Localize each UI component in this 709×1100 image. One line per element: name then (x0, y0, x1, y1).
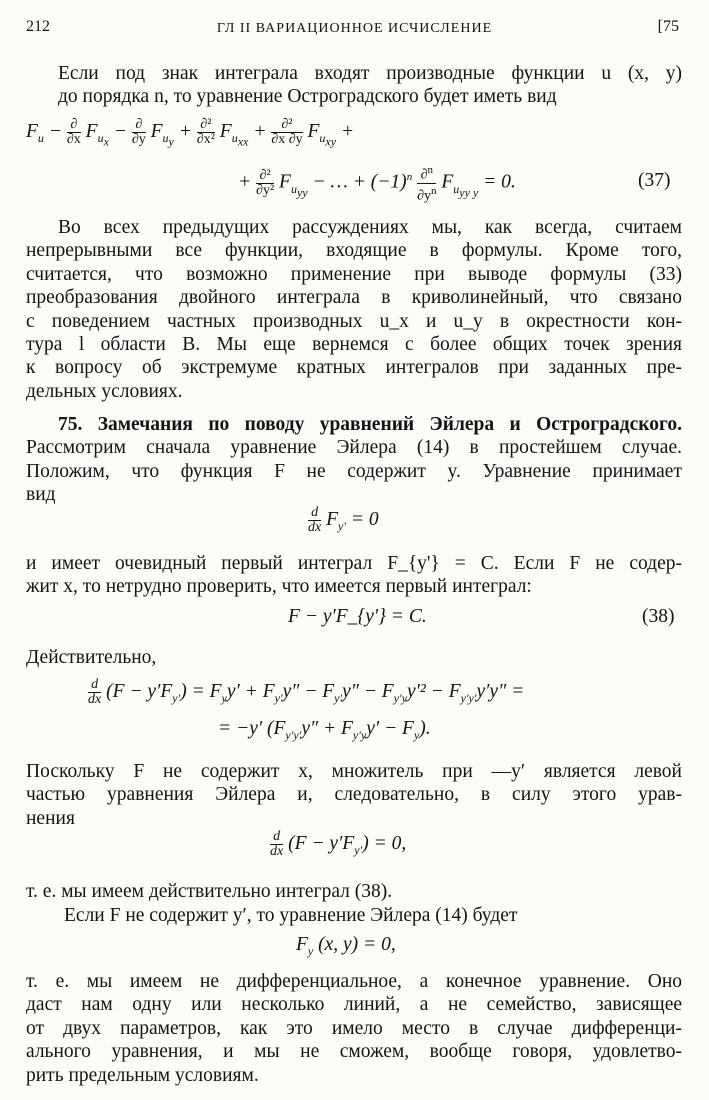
equation-text (296, 934, 297, 935)
equation-derivative-line-2: = −y′ $(F_{y'y'}y'' + F_{y'y}y' - F_y)$. (218, 718, 431, 742)
paragraph-4 (26, 760, 682, 830)
equation-dFy: $\frac{d}{dx}$ $F_{y'} = 0$ (308, 505, 379, 535)
text-line: вид (26, 484, 56, 506)
equation-number: (37) (638, 170, 671, 191)
paragraph-3 (26, 552, 682, 599)
equation-text (238, 163, 239, 164)
text-line: т. е. мы имеем действительно интеграл (38). (26, 881, 393, 902)
text-line: жит x, то нетрудно проверить, что имеется первый интеграл: (26, 576, 532, 598)
text-line: к вопросу об экстремуме кратных интегралов при заданных пре- (26, 357, 682, 379)
section-heading: 75. Замечания по поводу уравнений Эйлера и Остроградского. (58, 414, 682, 435)
text-line: Положим, что функция F не содержит y. Уравнение принимает (26, 460, 682, 482)
text-line: Поскольку F не содержит x, множитель при —y′ является левой (26, 761, 682, 782)
text-line: даст нам одну или несколько линий, а не семейство, зависящее (26, 994, 682, 1016)
text-line: рить предельным условиям. (26, 1064, 259, 1086)
equation-text (218, 718, 219, 719)
equation-Fy: $F_y$ (x, y) = 0, (296, 934, 396, 958)
equation-number: (38) (642, 606, 675, 627)
text-line: считается, что возможно применение при выводе формулы (33) (26, 263, 682, 285)
running-header: ГЛ II ВАРИАЦИОННОЕ ИСЧИСЛЕНИЕ (216, 21, 493, 36)
text-line: и имеет очевидный первый интеграл F_{y'} = C. Если F не содер- (26, 553, 682, 574)
text-line: ального уравнения, и мы не сможем, вообще говоря, удовлетво- (26, 1041, 682, 1063)
equation-derivative-line-1: $\frac{d}{dx}$ $(F - y'F_{y'}) = F_yy' + F_{y'}y'' - F_{y'}y'' - F_{y'y}y'^2 - F_{y'y'}y'y''$ = (88, 677, 525, 707)
text-line: частью уравнения Эйлера и, следовательно, в силу этого урав- (26, 784, 682, 806)
text-line: Рассмотрим сначала уравнение Эйлера (14) в простейшем случае. (26, 437, 682, 459)
page-number: 212 (26, 18, 50, 35)
text-line: т. е. мы имеем не дифференциальное, а конечное уравнение. Оно (26, 971, 682, 992)
paragraph-1 (26, 62, 682, 109)
equation-37-line-2: + $\frac{\text{∂²}}{\text{∂y²}}$ $F_{u_{yy}}$ − … + $(-1)^n$ $\frac{\partial^n}{\partial y^n}$ $F_{u_{yy} _y} = 0$. (238, 164, 516, 204)
text-line: тура l области B. Мы еще вернемся с более общих точек зрения (26, 334, 682, 356)
section-number: [75 (657, 18, 679, 35)
text-line: нения (26, 807, 75, 829)
equation-38: F − y′F_{y′} = C. (288, 606, 427, 627)
equation-37-line-1: $F_u$ − $\frac{\partial}{\partial x}$ $F_{u_x}$ − $\frac{\partial}{\partial y}$ $F_{u_y}$ + $\frac{\text{∂²}}{\text{∂x²}}$ $F_{u_{xx}}$ + $\frac{\text{∂²}}{\partial x \partial y}$ $F_{u_{xy}}$ + (26, 117, 355, 149)
paragraph-if (26, 904, 682, 927)
text-line: Действительно, (26, 647, 157, 668)
text-line: от двух параметров, как это имело место в случае дифференци- (26, 1017, 682, 1039)
equation-text (26, 118, 27, 119)
text-line: Если F не содержит y′, то уравнение Эйлера (14) будет (64, 905, 518, 926)
section-75 (26, 413, 682, 507)
text-line: с поведением частных производных u_x и u_y в окрестности кон- (26, 310, 683, 332)
text-line: непрерывными все функции, входящие в формулы. Кроме того, (26, 240, 682, 262)
paragraph-5 (26, 970, 682, 1087)
text-line: дельных условиях. (26, 380, 183, 402)
equation-zero: $\frac{d}{dx}$ $(F - y'F_{y'}) = 0$, (270, 829, 407, 859)
text-line: Если под знак интеграла входят производные функции u (x, y) (58, 63, 682, 84)
paragraph-integral (26, 880, 682, 903)
text-line: до порядка n, то уравнение Остроградского будет иметь вид (58, 86, 557, 108)
text-line: преобразования двойного интеграла в криволинейный, что связано (26, 287, 682, 309)
text-line: Во всех предыдущих рассуждениях мы, как всегда, считаем (58, 217, 682, 238)
paragraph-indeed (26, 646, 682, 669)
paragraph-2 (26, 216, 682, 403)
